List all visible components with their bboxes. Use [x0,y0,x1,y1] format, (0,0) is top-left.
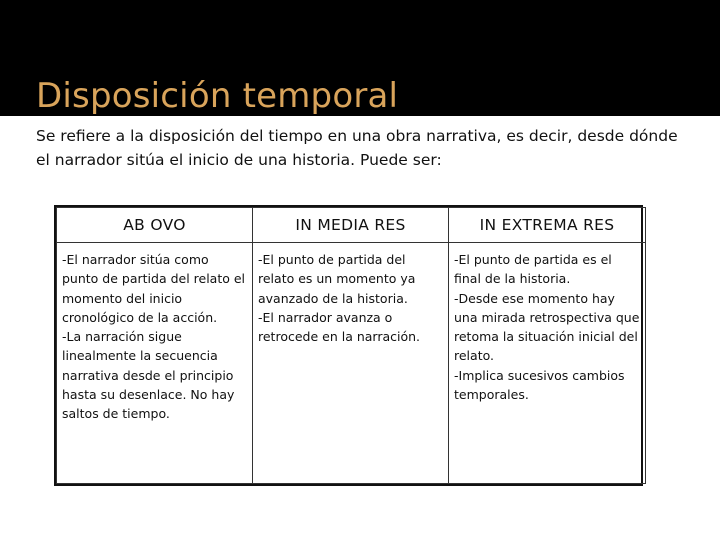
header-in-extrema-res: IN EXTREMA RES [449,208,646,243]
title-band [0,0,720,116]
intro-text: Se refiere a la disposición del tiempo en una obra narrativa, es decir, desde dónde el narrador sitúa el inicio de una historia. Puede ser: [36,127,678,169]
header-ab-ovo: AB OVO [57,208,253,243]
cell-ab-ovo: -El narrador sitúa como punto de partida del relato el momento del inicio cronológico de la acción. -La narración sigue linealmente la secuencia narrativa desde el principio hasta su desenlace. No hay saltos de tiempo. [57,243,253,484]
cell-in-media-res: -El punto de partida del relato es un momento ya avanzado de la historia. -El narrador avanza o retrocede en la narración. [253,243,449,484]
slide-title: Disposición temporal [36,76,399,116]
comparison-table [56,207,646,484]
cell-in-extrema-res: -El punto de partida es el final de la historia. -Desde ese momento hay una mirada retrospectiva que retoma la situación inicial del relato. -Implica sucesivos cambios temporales. [449,243,646,484]
table-row [57,243,646,484]
comparison-table-frame [54,205,643,486]
header-in-media-res: IN MEDIA RES [253,208,449,243]
slide-content [0,116,720,540]
table-header-row [57,208,646,243]
